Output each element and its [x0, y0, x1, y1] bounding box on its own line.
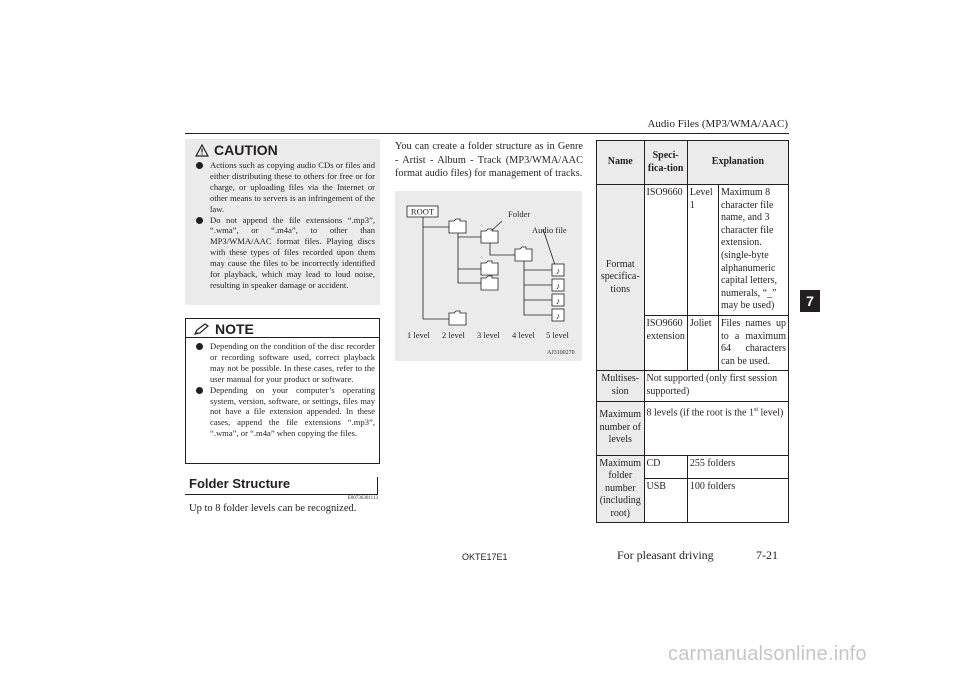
level-label: 2 level	[442, 330, 465, 340]
spec-cell: USB	[644, 478, 687, 523]
max-folders-name-cell: Maximum folder number (including root)	[597, 455, 645, 523]
spec-cell: ISO9660 extension	[644, 315, 687, 370]
note-box	[185, 318, 380, 464]
caution-item: Do not append the file extensions “.mp3”, “.wma”, or “.m4a”, to other than MP3/WMA/AAC format files. Playing discs with these types of files recorded upon them may cause the files to be incorrectly identified for playback, which may lead to loud noise, resulting in speaker damage or accident.	[189, 215, 375, 291]
svg-text:♪: ♪	[555, 281, 561, 291]
folder-callout: Folder	[508, 209, 531, 219]
svg-text:♪: ♪	[555, 266, 561, 276]
folder-diagram	[395, 191, 582, 361]
audio-file-icons	[552, 264, 564, 321]
header-specification: Speci-fica-tion	[644, 141, 687, 185]
section-rule	[185, 494, 378, 495]
spec-cell: CD	[644, 455, 687, 478]
level-label: 5 level	[546, 330, 569, 340]
chapter-tab: 7	[800, 290, 820, 312]
warning-triangle-icon	[195, 144, 209, 157]
multisession-explanation: Not supported (only first session supported)	[644, 371, 788, 401]
watermark[interactable]: carmanualsonline.info	[668, 643, 867, 665]
level-label: 4 level	[512, 330, 535, 340]
caution-item: Actions such as copying audio CDs or files and either distributing these to others for free or for charge, or uploading files via the Internet or other means to servers is an infringement of the law.	[189, 160, 375, 215]
audio-file-icon	[552, 309, 564, 321]
folder-icon	[481, 276, 498, 290]
note-item: Depending on your computer’s operating system, version, software, or settings, files may not have a file extension appended. In these cases, append the file extensions “.mp3”, “.wma”, or “.m4a” when copying the files.	[189, 385, 375, 440]
footer-chapter: For pleasant driving	[617, 548, 714, 562]
max-levels-explanation: 8 levels (if the root is the 1st level)	[644, 401, 788, 455]
folder-icon	[481, 261, 498, 275]
explanation-cell: 100 folders	[687, 478, 788, 523]
folder-icon	[515, 247, 532, 261]
folder-icon	[449, 311, 466, 325]
audio-file-icon	[552, 294, 564, 306]
level-label: 3 level	[477, 330, 500, 340]
header-rule	[185, 133, 789, 134]
note-heading	[194, 321, 254, 337]
explanation-cell: 255 folders	[687, 455, 788, 478]
spec-cell: ISO9660	[644, 185, 687, 316]
bullet-icon	[196, 217, 203, 224]
sub-cell: Joliet	[687, 315, 718, 370]
folder-structure-paragraph: You can create a folder structure as in Genre - Artist - Album - Track (MP3/WMA/AAC format audio files) for management of tracks.	[395, 141, 583, 180]
caution-heading	[195, 142, 278, 158]
sub-cell: Level 1	[687, 185, 718, 316]
audio-file-icon	[552, 279, 564, 291]
svg-text:♪: ♪	[555, 296, 561, 306]
footer-page-number: 7-21	[756, 548, 778, 562]
audio-file-icon	[552, 264, 564, 276]
bullet-icon	[196, 162, 203, 169]
explanation-cell: Files names up to a maximum 64 characters can be used.	[718, 315, 788, 370]
section-body: Up to 8 folder levels can be recognized.	[189, 503, 357, 514]
header-explanation: Explanation	[687, 141, 788, 185]
svg-text:♪: ♪	[555, 311, 561, 321]
figure-code: AJ3100270	[547, 350, 575, 356]
root-label: ROOT	[410, 206, 435, 217]
folder-icon	[449, 219, 466, 233]
multisession-name-cell: Multises-sion	[597, 371, 645, 401]
running-header: Audio Files (MP3/WMA/AAC)	[647, 118, 788, 130]
pencil-icon	[194, 323, 210, 335]
folder-tree-figure	[395, 191, 582, 361]
level-label: 1 level	[407, 330, 430, 340]
max-levels-name-cell: Maximum number of levels	[597, 401, 645, 455]
section-code: E00736301113	[347, 496, 378, 501]
note-divider	[186, 337, 379, 338]
format-name-cell: Format specifica-tions	[597, 185, 645, 371]
section-title: Folder Structure	[189, 476, 291, 491]
spec-table	[596, 140, 789, 523]
audio-file-callout: Audio file	[532, 225, 567, 235]
caution-box	[185, 139, 380, 305]
folder-icon	[481, 229, 498, 243]
section-rule-end	[377, 477, 378, 495]
footer-code: OKTE17E1	[462, 552, 508, 562]
explanation-cell: Maximum 8 character file name, and 3 character file extension. (single-byte alphanumeric capital letters, numerals, “_” may be used)	[718, 185, 788, 316]
bullet-icon	[196, 343, 203, 350]
note-item: Depending on the condition of the disc recorder or recording software used, correct playback may not be possible. In these cases, refer to the user manual for your product or software.	[189, 341, 375, 385]
header-name: Name	[597, 141, 645, 185]
caution-heading-label: CAUTION	[214, 142, 278, 158]
note-heading-label: NOTE	[215, 321, 254, 337]
bullet-icon	[196, 387, 203, 394]
